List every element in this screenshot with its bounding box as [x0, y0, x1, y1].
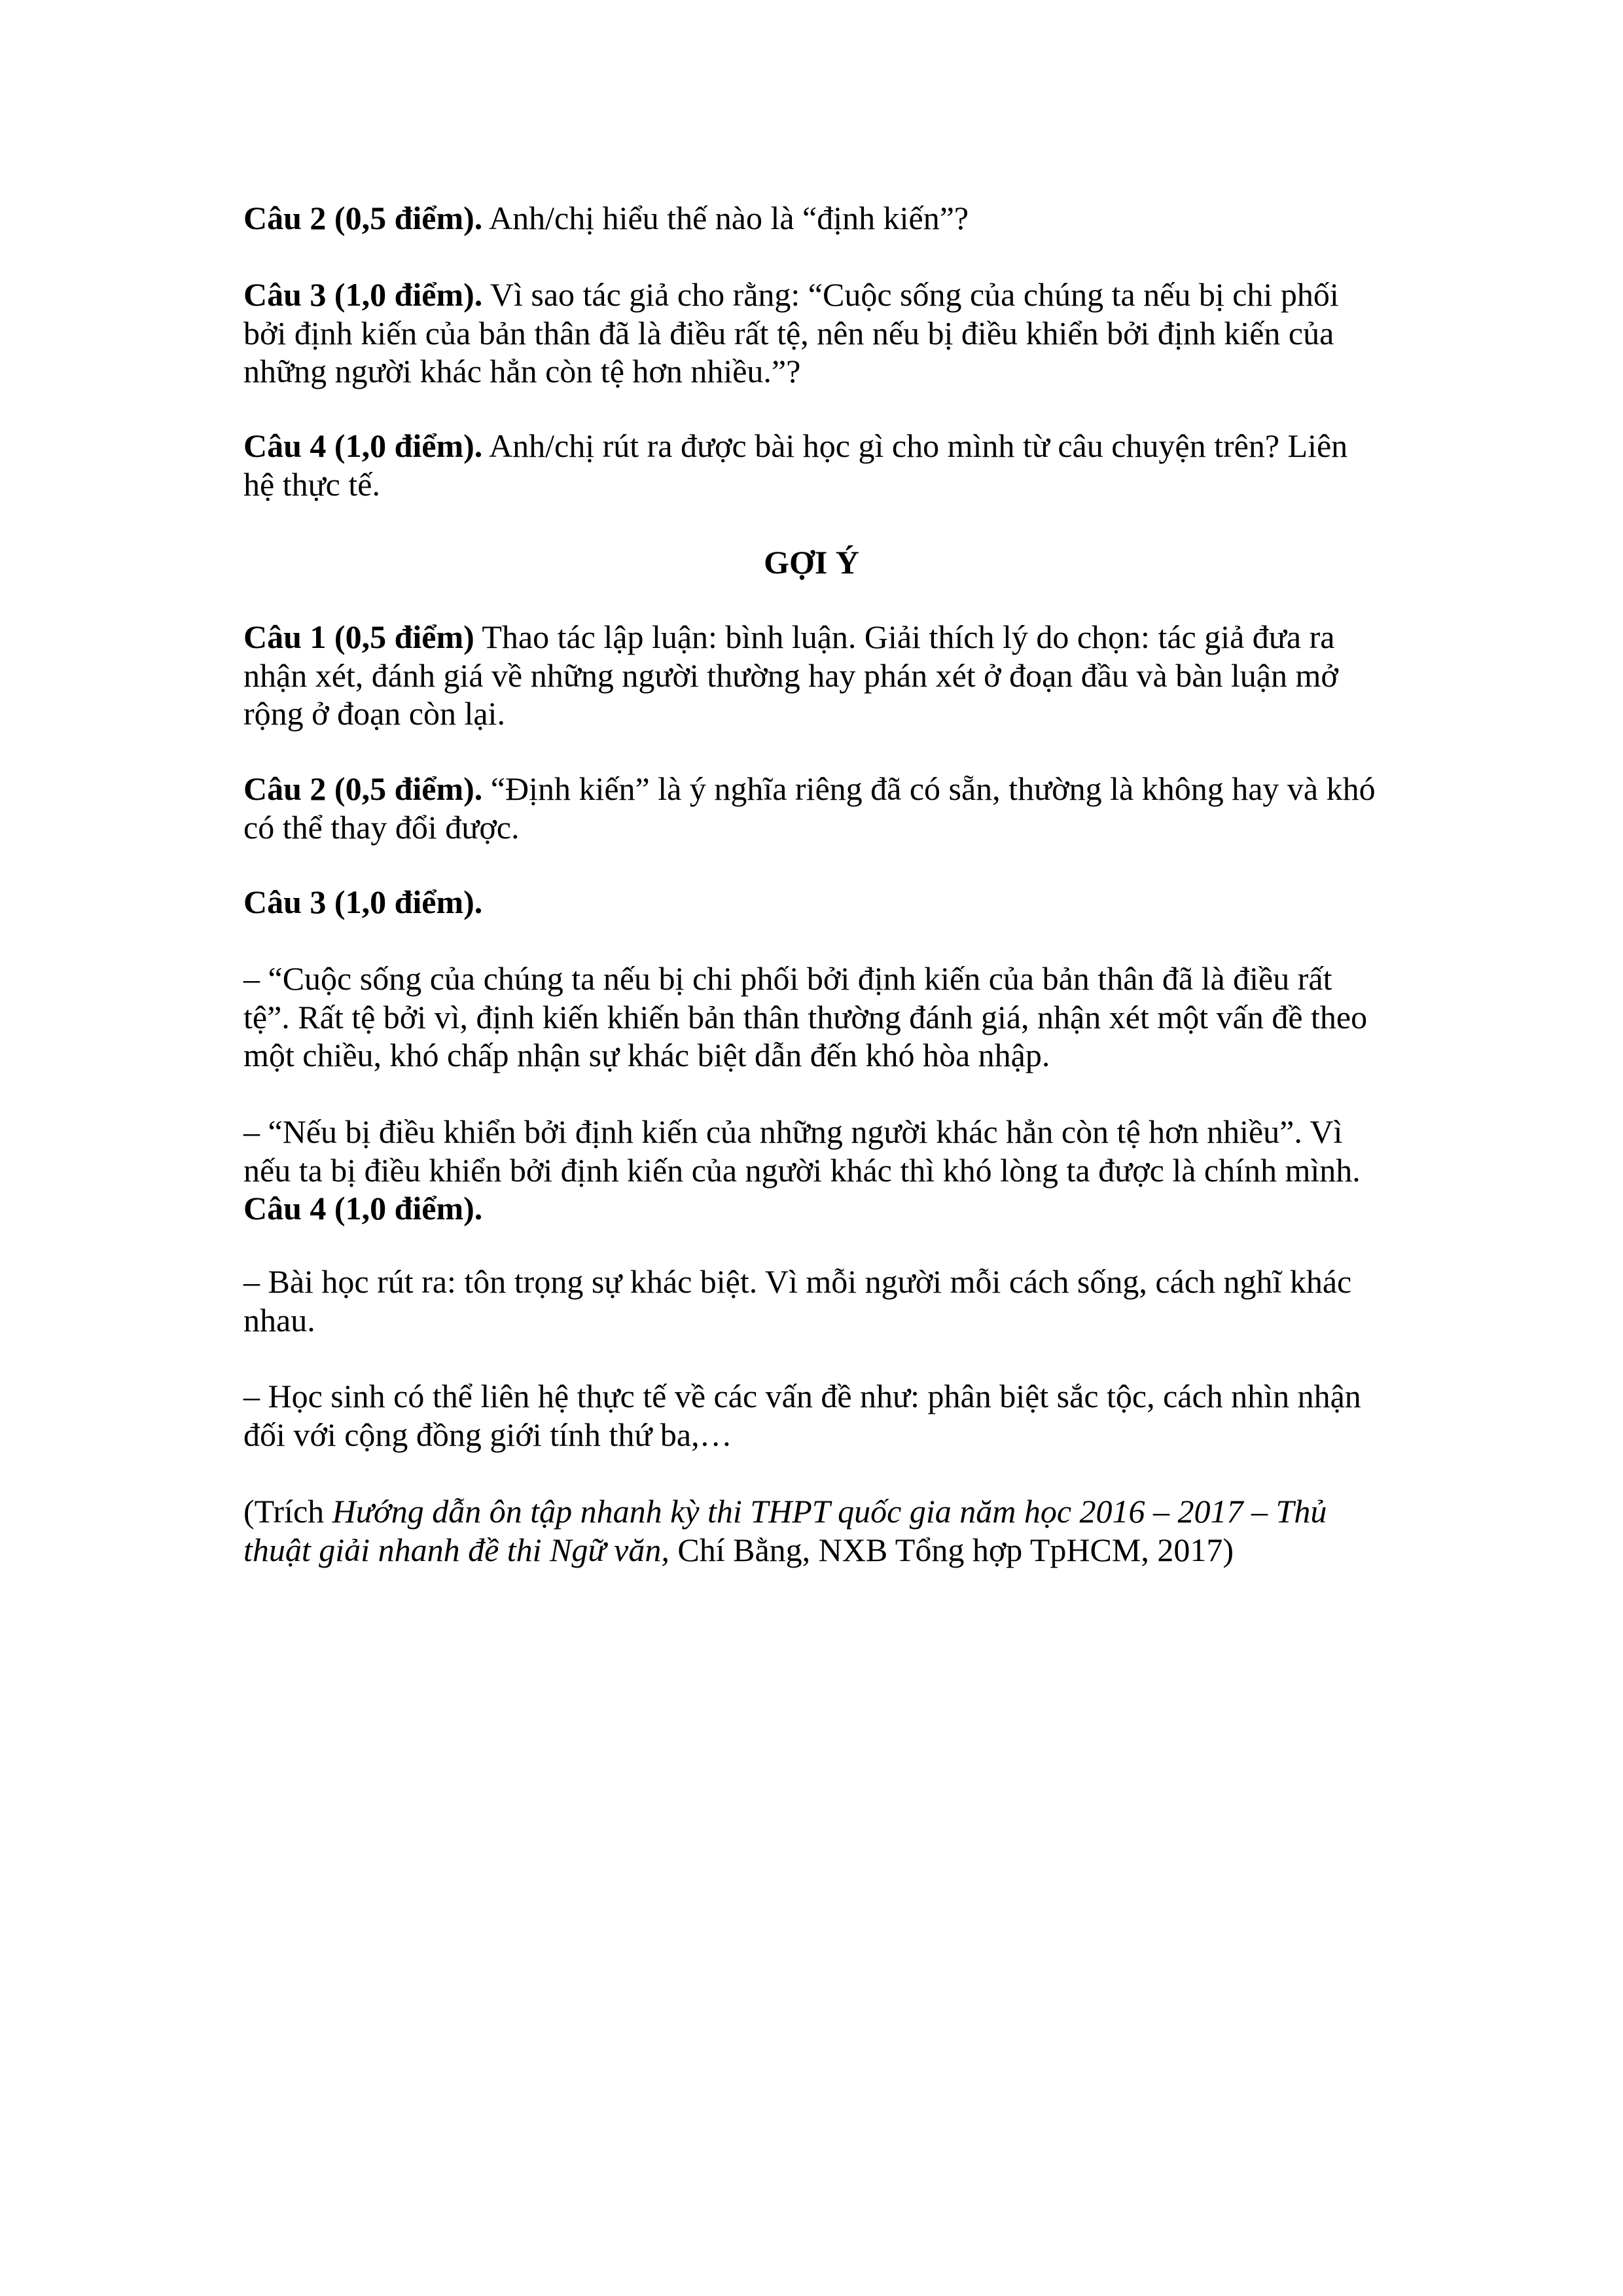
- question-2: Câu 2 (0,5 điểm). Anh/chị hiểu thế nào là “định kiến”?: [243, 200, 969, 236]
- question-label: Câu 4 (1,0 điểm).: [243, 427, 483, 464]
- citation-title: thuật giải nhanh đề thi Ngữ văn,: [243, 1531, 669, 1568]
- question-label: Câu 2 (0,5 điểm).: [243, 200, 483, 236]
- question-3: Câu 3 (1,0 điểm). Vì sao tác giả cho rằng: “Cuộc sống của chúng ta nếu bị chi phối bởi định kiến của bản thân đã là điều rất tệ, nên nếu bị điều khiển bởi định kiến của những người khác hẳn còn tệ hơn nhiều.”?: [243, 276, 1339, 389]
- answer-1: Câu 1 (0,5 điểm) Thao tác lập luận: bình luận. Giải thích lý do chọn: tác giả đưa ra nhận xét, đánh giá về những người thường hay phán xét ở đoạn đầu và bàn luận mở rộng ở đoạn còn lại.: [243, 619, 1338, 732]
- answer-2: Câu 2 (0,5 điểm). “Định kiến” là ý nghĩa riêng đã có sẵn, thường là không hay và khó có thể thay đổi được.: [243, 770, 1376, 846]
- answer-3-point-2: – “Nếu bị điều khiển bởi định kiến của những người khác hẳn còn tệ hơn nhiều”. Vì nếu ta bị điều khiển bởi định kiến của người khác thì khó lòng ta được là chính mình. Câu 4 (1,0 điểm).: [243, 1113, 1395, 1228]
- citation-title: Hướng dẫn ôn tập nhanh kỳ thi THPT quốc gia năm học 2016 – 2017 – Thủ: [332, 1493, 1327, 1530]
- answer-3-point-1: – “Cuộc sống của chúng ta nếu bị chi phối bởi định kiến của bản thân đã là điều rất tệ”. Rất tệ bởi vì, định kiến khiến bản thân thường đánh giá, nhận xét một vấn đề theo một chiều, khó chấp nhận sự khác biệt dẫn đến khó hòa nhập.: [243, 960, 1368, 1073]
- citation: (Trích Hướng dẫn ôn tập nhanh kỳ thi THPT quốc gia năm học 2016 – 2017 – Thủ thuật giải nhanh đề thi Ngữ văn, Chí Bằng, NXB Tổng hợp TpHCM, 2017): [243, 1493, 1327, 1568]
- section-heading: GỢI Ý: [764, 544, 859, 581]
- question-4: Câu 4 (1,0 điểm). Anh/chị rút ra được bài học gì cho mình từ câu chuyện trên? Liên hệ thực tế.: [243, 427, 1348, 503]
- answer-label: Câu 2 (0,5 điểm).: [243, 770, 483, 807]
- answer-label: Câu 1 (0,5 điểm): [243, 619, 474, 655]
- answer-4-label: Câu 4 (1,0 điểm).: [243, 1190, 483, 1227]
- answer-4-point-2: – Học sinh có thể liên hệ thực tế về các vấn đề như: phân biệt sắc tộc, cách nhìn nhận đối với cộng đồng giới tính thứ ba,…: [243, 1378, 1361, 1453]
- answer-4-point-1: – Bài học rút ra: tôn trọng sự khác biệt. Vì mỗi người mỗi cách sống, cách nghĩ khác nhau.: [243, 1263, 1352, 1338]
- question-label: Câu 3 (1,0 điểm).: [243, 276, 483, 313]
- answer-3-label: Câu 3 (1,0 điểm).: [243, 884, 483, 920]
